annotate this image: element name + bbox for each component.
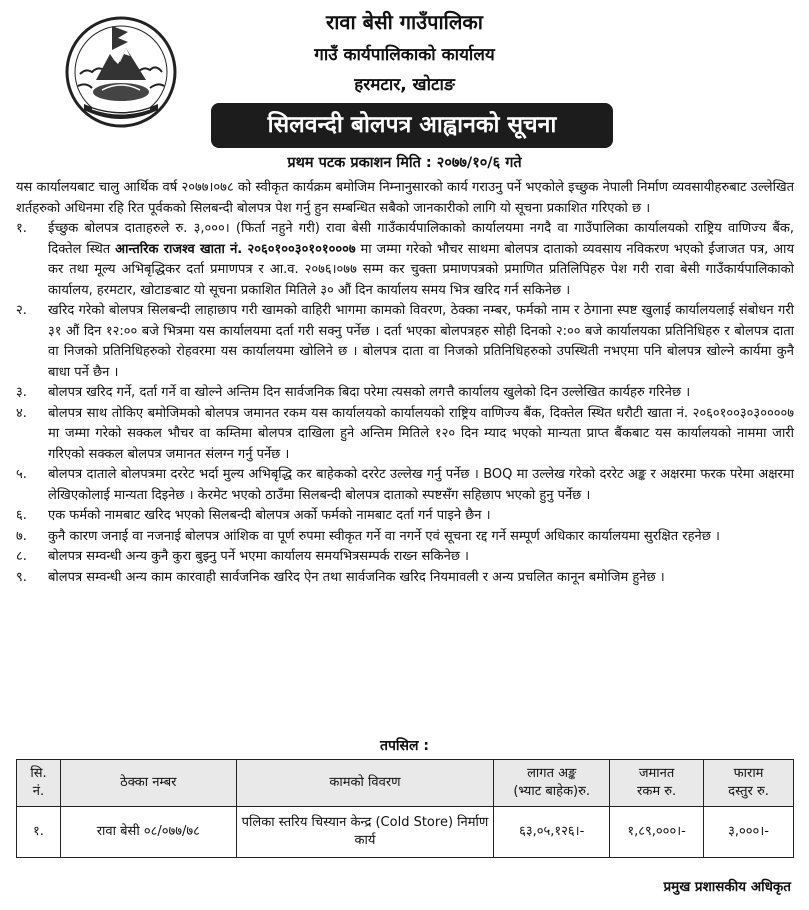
tender-table [16, 759, 794, 858]
item-text: बोलपत्र खरिद गर्ने, दर्ता गर्ने वा खोल्ने अन्तिम दिन सार्वजनिक बिदा परेमा त्यसको लगत्तै कार्यालय खुलेको दिन उल्लेखित कार्यहरु गरिनेछ । [48, 385, 691, 400]
publication-date: प्रथम पटक प्रकाशन मिति : २०७७/१०/६ गते [287, 155, 522, 171]
header-fee [704, 760, 794, 807]
conditions-list [16, 219, 794, 588]
item-number: २. [16, 303, 27, 318]
cell-deposit: १,८९,०००।- [610, 807, 704, 858]
item-number: ३. [16, 385, 27, 400]
list-item [16, 465, 794, 506]
header-sn-line2: नं. [32, 784, 45, 799]
item-text: बोलपत्र साथ तोकिए बमोजिमको बोलपत्र जमानत रकम यस कार्यालयको कार्यालयको राष्ट्रिय वाणिज्य बैंक, दिक्तेल स्थित धरौटी खाता नं. २०६०१००३०३००००७ मा जम्मा गरेको सक्कल भौचर वा कम्तिमा बोलपत्र दाखिला हुने अन्तिम मितिले १२० दिन म्याद भएको मान्यता प्राप्त बैंकबाट यस कार्यालयको नाममा जारी गरिएको सक्कल बोलपत्र जमानत संलग्न गर्नु पर्नेछ । [48, 405, 794, 462]
signature-title: प्रमुख प्रशासकीय अधिकृत [663, 879, 791, 895]
revenue-account-number: आन्तरिक राजश्व खाता नं. २०६०१००३०१०१०००७ [115, 241, 356, 257]
item-number: ५. [16, 467, 27, 482]
cell-sn: १. [17, 807, 61, 858]
header-sn [17, 760, 61, 807]
cell-fee: ३,०००।- [704, 807, 794, 858]
item-text: एक फर्मको नामबाट खरिद भएको सिलबन्दी बोलपत्र अर्को फर्मको नामबाट दर्ता गर्न पाइने छैन । [48, 508, 491, 523]
table-row [17, 807, 794, 858]
header-contract-no: ठेक्का नम्बर [60, 760, 236, 807]
header-fee-line2: दस्तुर रु. [728, 784, 769, 799]
header-description: कामको विवरण [236, 760, 494, 807]
table-header-row [17, 760, 794, 807]
list-item [16, 547, 794, 568]
intro-paragraph: यस कार्यालयबाट चालु आर्थिक वर्ष २०७७।०७८ को स्वीकृत कार्यक्रम बमोजिम निम्नानुसारको कार्य गराउनु पर्ने भएकोले इच्छुक नेपाली निर्माण व्यवसायीहरुबाट उल्लेखित शर्तहरुको अधिनमा रहि रित पूर्वकको सिलबन्दी बोलपत्र पेश गर्नु हुन सम्बन्धित सबैको जानकारीको लागि यो सूचना प्रकाशित गरिएको छ । [16, 180, 794, 216]
header-sn-line1: सि. [30, 766, 47, 781]
notice-title: सिलवन्दी बोलपत्र आह्वानको सूचना [267, 112, 557, 138]
item-text: बोलपत्र सम्वन्धी अन्य कुनै कुरा बुझ्नु पर्ने भएमा कार्यालय समयभित्रसम्पर्क राख्न सकिनेछ । [48, 549, 469, 564]
cell-cost: ६३,०५,१२६।- [494, 807, 610, 858]
details-heading: तपसिल : [380, 738, 429, 754]
list-item [16, 404, 794, 466]
item-text: मा जम्मा गरेको भौचर साथमा बोलपत्र दाताको व्यवसाय नविकरण भएको ईजाजत पत्र, आय कर तथा मूल्य अभिबृद्धिकर दर्ता प्रमाणपत्र र आ.व. २०७६।०७७ सम्म कर चुक्ता प्रमाणपत्रको प्रमाणित प्रतिलिपिहरु पेश गरी रावा बेसी गाउँकार्यपालिकाको कार्यालय, हरमटार, खोटाङबाट यो सूचना प्रकाशित मितिले ३० औं दिन कार्यालय समय भित्र खरिद गर्न सकिनेछ । [48, 241, 794, 298]
header-fee-line1: फाराम [733, 766, 764, 781]
org-name: रावा बेसी गाउँपालिका [326, 10, 483, 34]
item-text: कुनै कारण जनाई वा नजनाई बोलपत्र आंशिक वा पूर्ण रुपमा स्वीकृत गर्ने वा नगर्ने एवं सूचना रद्द गर्ने सम्पूर्ण अधिकार कार्यालयमा सुरक्षित रहनेछ । [48, 528, 720, 544]
header-deposit-line2: रकम रु. [637, 784, 677, 799]
item-number: ७. [16, 528, 27, 544]
item-number: ६. [16, 508, 27, 523]
item-text: बोलपत्र दाताले बोलपत्रमा दररेट भर्दा मुल्य अभिबृद्धि कर बाहेकको दररेट उल्लेख गर्नु पर्नेछ । BOQ मा उल्लेख गरेको दररेट अङ्क र अक्षरमा फरक परेमा अक्षरमा लेखिएकोलाई मान्यता दिइनेछ । केरमेट भएको ठाउँमा सिलबन्दी बोलपत्र दाताको स्पष्टसँग सहिछाप भएको हुनु पर्नेछ । [48, 467, 794, 503]
item-number: ४. [16, 405, 27, 421]
notice-title-banner [211, 103, 613, 148]
list-item [16, 506, 794, 527]
office-location: हरमटार, खोटाङ [354, 75, 455, 95]
item-number: १. [16, 221, 27, 236]
notice-body [16, 178, 794, 588]
header-deposit [610, 760, 704, 807]
header-deposit-line1: जमानत [638, 766, 675, 781]
header-cost-line2: (भ्याट बाहेक)रु. [513, 784, 591, 799]
list-item [16, 568, 794, 589]
list-item [16, 219, 794, 301]
item-number: ९. [16, 569, 27, 585]
list-item [16, 383, 794, 404]
cell-contract-no: रावा बेसी ०८/०७७/७८ [60, 807, 236, 858]
item-text: ईच्छुक बोलपत्र दाताहरुले रु. ३,०००। (फिर्ता नहुने गरी) रावा बेसी गाउँकार्यपालिकाको कार्यालयमा नगदै वा गाउँपालिका कार्यालयको राष्ट्रिय वाणिज्य बैंक, दिक्तेल स्थित [48, 221, 794, 257]
item-number: ८. [16, 549, 27, 564]
item-text: खरिद गरेको बोलपत्र सिलबन्दी लाहाछाप गरी खामको वाहिरी भागमा कामको विवरण, ठेक्का नम्बर, फर्मको नाम र ठेगाना स्पष्ट खुलाई कार्यालयलाई संबोधन गरी ३१ औं दिन १२:०० बजे भित्रमा यस कार्यालयमा दर्ता गरी सक्नु पर्नेछ । दर्ता भएका बोलपत्रहरु सोही दिनको २:०० बजे कार्यालयका प्रतिनिधिहरु र बोलपत्र दाता वा निजको प्रतिनिधिहरुको रोहवरमा यस कार्यालयमा खोलिने छ । बोलपत्र दाता वा निजको प्रतिनिधिहरुको उपस्थिती नभएमा पनि बोलपत्र खोल्ने कार्यमा कुनै बाधा पर्ने छैन । [48, 303, 794, 380]
cell-description: पलिका स्तरिय चिस्यान केन्द्र (Cold Store) निर्माण कार्य [236, 807, 494, 858]
list-item [16, 527, 794, 548]
header-cost-line1: लागत अङ्क [527, 766, 577, 781]
item-text: बोलपत्र सम्वन्धी अन्य काम कारवाही सार्वजनिक खरिद ऐन तथा सार्वजनिक खरिद नियमावली र अन्य प्रचलित कानून बमोजिम हुनेछ । [48, 569, 665, 585]
header-cost [494, 760, 610, 807]
list-item [16, 301, 794, 383]
office-name: गाउँ कार्यपालिकाको कार्यालय [314, 45, 495, 65]
